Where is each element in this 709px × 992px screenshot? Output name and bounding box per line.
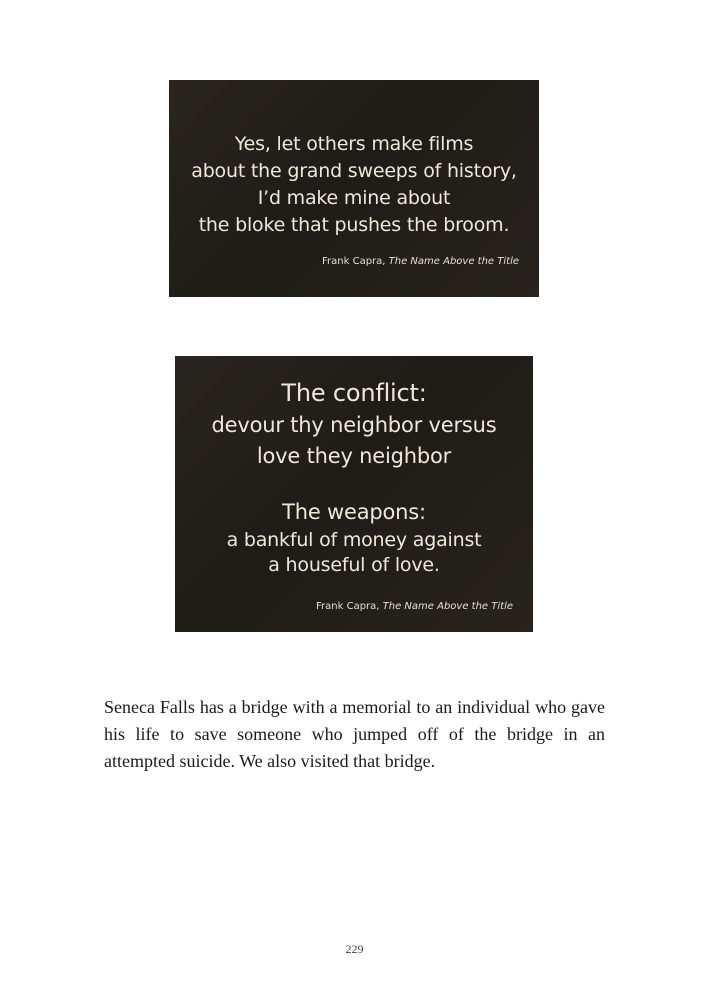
quote-line: about the grand sweeps of history,	[191, 160, 517, 182]
page-number: 229	[345, 942, 364, 956]
attribution-author: Frank Capra,	[316, 601, 380, 612]
attribution-book: The Name Above the Title	[388, 256, 519, 267]
quote-line: Yes, let others make films	[234, 133, 474, 155]
quote-text	[169, 131, 539, 239]
quote-line: The weapons:	[282, 500, 426, 524]
quote-line: devour thy neighbor versus	[211, 413, 497, 437]
attribution-book: The Name Above the Title	[382, 601, 513, 612]
quote-line: the bloke that pushes the broom.	[198, 214, 510, 236]
quote-line: The conflict:	[281, 379, 427, 407]
quote-text-conflict	[175, 376, 533, 472]
attribution-author: Frank Capra,	[322, 256, 386, 267]
body-paragraph: Seneca Falls has a bridge with a memorial to an individual who gave his life to save someone who jumped off of the bridge in an attempted suicide. We also visited that bridge.	[104, 697, 605, 771]
quote-attribution	[316, 601, 513, 612]
quote-line: I’d make mine about	[257, 187, 451, 209]
quote-line: a bankful of money against	[226, 529, 482, 551]
quote-plaque-photo-2	[175, 356, 533, 632]
quote-attribution	[322, 256, 519, 267]
quote-line: a houseful of love.	[268, 554, 440, 576]
quote-plaque-photo-1	[169, 80, 539, 297]
quote-text-weapons	[175, 497, 533, 578]
quote-line: love they neighbor	[256, 444, 452, 468]
